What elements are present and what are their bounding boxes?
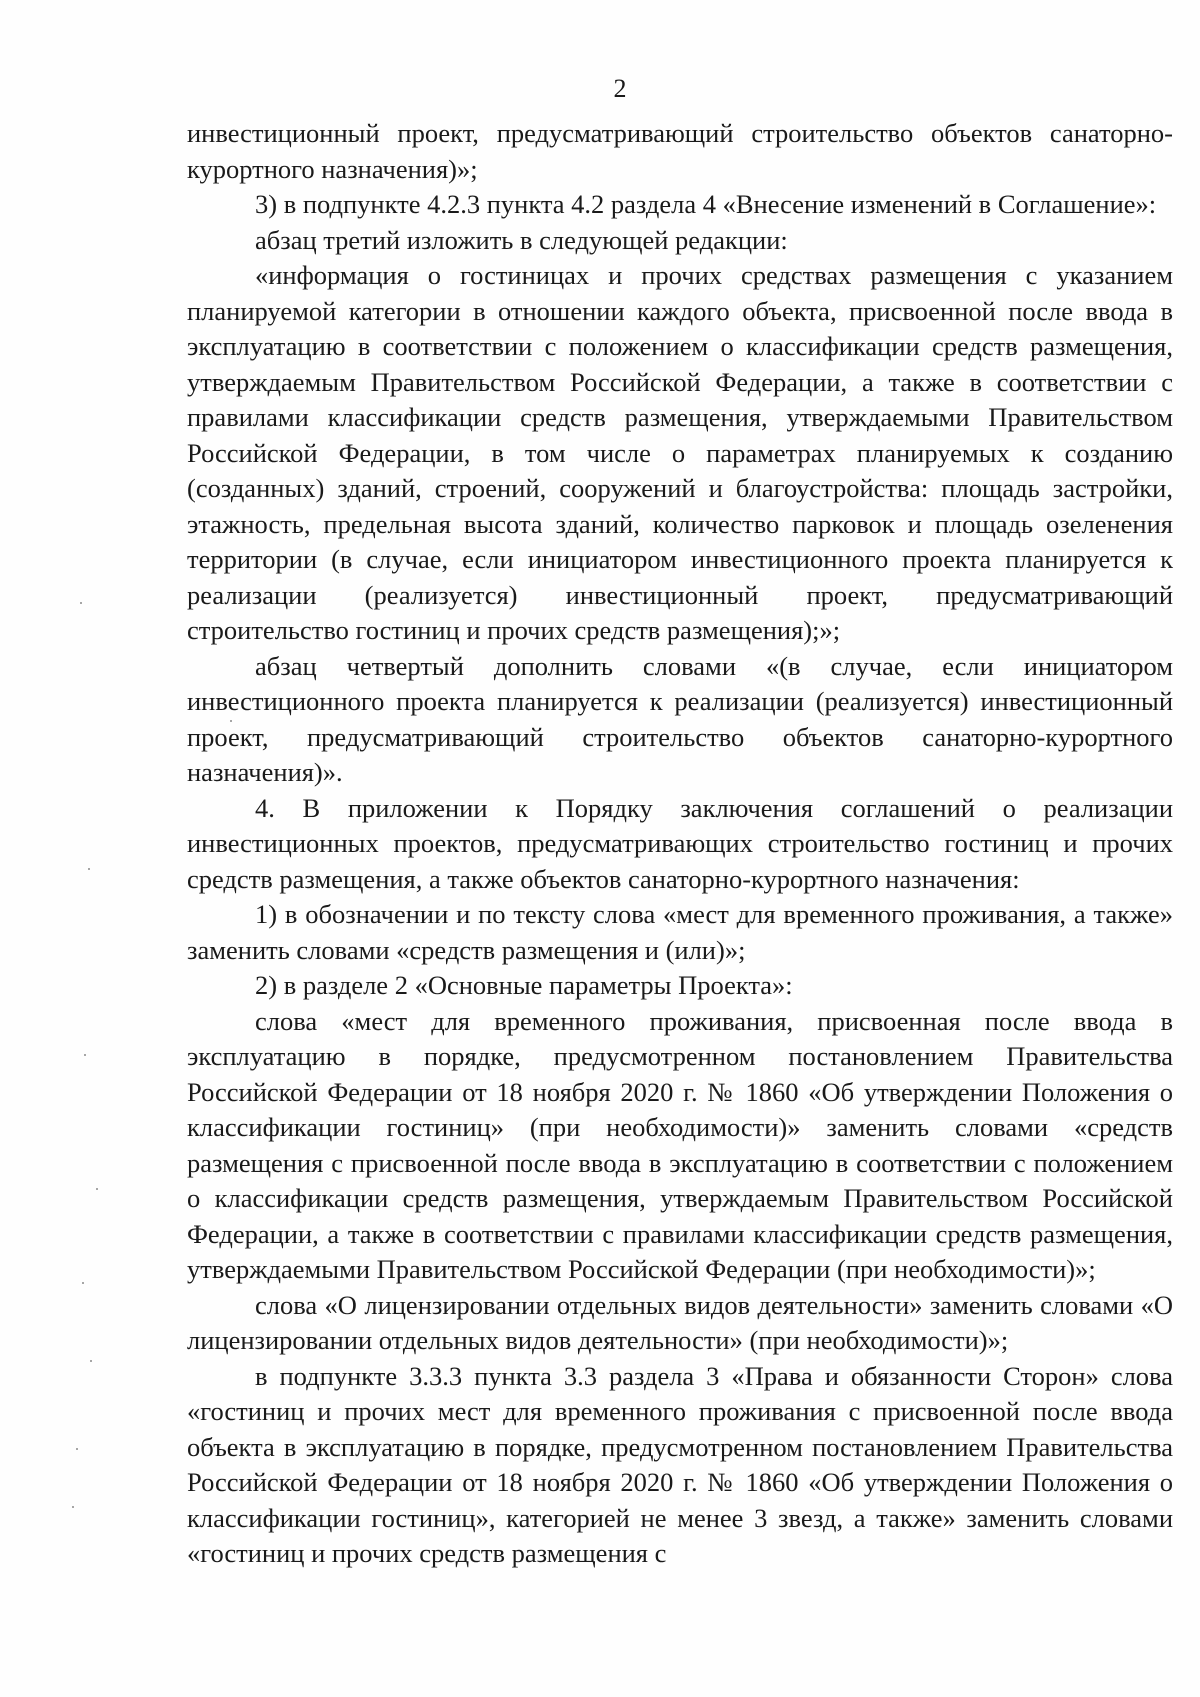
paragraph: «информация о гостиницах и прочих средствах размещения с указанием планируемой категории в отношении каждого объекта, присвоенной после ввода в эксплуатацию в соответствии с положением о классификации средств размещения, утверждаемым Правительством Российской Федерации, а также в соответствии с правилами классификации средств размещения, утверждаемыми Правительством Российской Федерации, в том числе о параметрах планируемых к созданию (созданных) зданий, строений, сооружений и благоустройства: площадь застройки, этажность, предельная высота зданий, количество парковок и площадь озеленения территории (в случае, если инициатором инвестиционного проекта планируется к реализации (реализуется) инвестиционный проект, предусматривающий строительство гостиниц и прочих средств размещения);»; (187, 260, 1173, 645)
paragraph: в подпункте 3.3.3 пункта 3.3 раздела 3 «Права и обязанности Сторон» слова «гостиниц и прочих мест для временного проживания с присвоенной после ввода объекта в эксплуатацию в порядке, предусмотренном постановлением Правительства Российской Федерации от 18 ноября 2020 г. № 1860 «Об утверждении Положения о классификации гостиниц», категорией не менее 3 звезд, а также» заменить словами «гостиниц и прочих средств размещения с (187, 1360, 1173, 1568)
scan-margin-specks (0, 0, 120, 1697)
document-body (187, 116, 1173, 1572)
paragraph: 2) в разделе 2 «Основные параметры Проекта»: (255, 970, 793, 1000)
paragraph: 3) в подпункте 4.2.3 пункта 4.2 раздела 4 «Внесение изменений в Соглашение»: (255, 189, 1157, 219)
paragraph: 4. В приложении к Порядку заключения соглашений о реализации инвестиционных проектов, предусматривающих строительство гостиниц и прочих средств размещения, а также объектов санаторно-курортного назначения: (187, 792, 1173, 894)
page-number: 2 (613, 74, 627, 103)
paragraph: 1) в обозначении и по тексту слова «мест для временного проживания, а также» заменить словами «средств размещения и (или)»; (187, 899, 1173, 965)
paragraph: слова «О лицензировании отдельных видов деятельности» заменить словами «О лицензировании отдельных видов деятельности» (при необходимости)»; (187, 1289, 1173, 1355)
paragraph: абзац третий изложить в следующей редакции: (255, 224, 788, 255)
paragraph: инвестиционный проект, предусматривающий строительство объектов санаторно-курортного назначения)»; (187, 118, 1173, 184)
paragraph: абзац четвертый дополнить словами «(в случае, если инициатором инвестиционного проекта планируется к реализации (реализуется) инвестиционный проект, предусматривающий строительство объектов санаторно-курортного назначения)». (187, 650, 1173, 787)
paragraph: слова «мест для временного проживания, присвоенная после ввода в эксплуатацию в порядке, предусмотренном постановлением Правительства Российской Федерации от 18 ноября 2020 г. № 1860 «Об утверждении Положения о классификации гостиниц» (при необходимости)» заменить словами «средств размещения с присвоенной после ввода в эксплуатацию в соответствии с положением о классификации средств размещения, утверждаемым Правительством Российской Федерации, а также в соответствии с правилами классификации средств размещения, утверждаемыми Правительством Российской Федерации (при необходимости)»; (187, 1005, 1173, 1284)
